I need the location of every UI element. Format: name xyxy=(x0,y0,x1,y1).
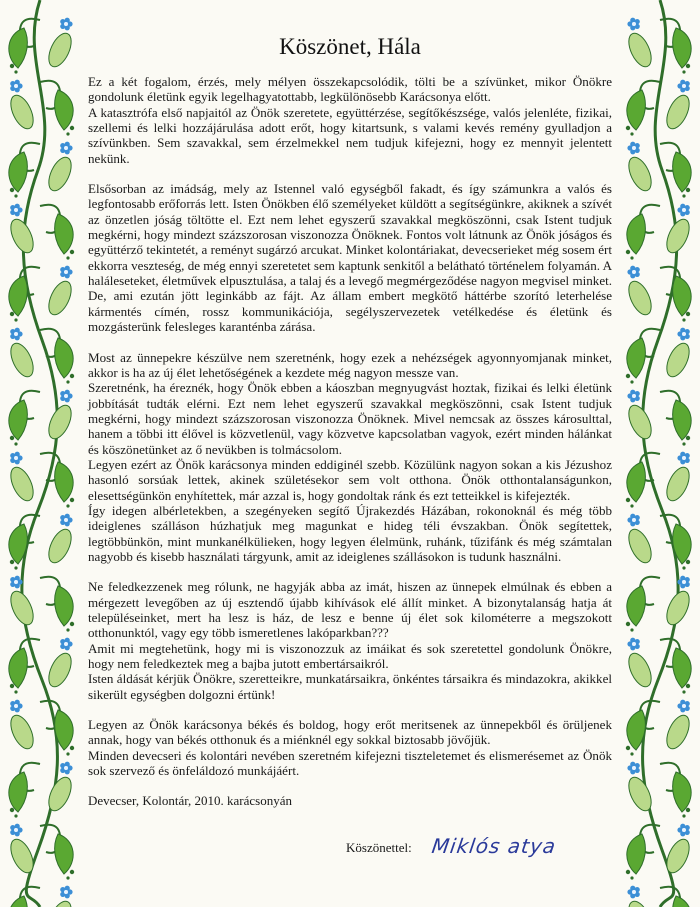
date-line: Devecser, Kolontár, 2010. karácsonyán xyxy=(88,793,292,809)
paragraph-line: Amit mi megtehetünk, hogy mi is viszonozzuk az imáikat és sok szeretettel gondolunk Önökre, hogy nem feledkeztek meg a bajba jutott embertársaikról. xyxy=(88,640,612,672)
paragraph-line: Most az ünnepekre készülve nem szeretnénk, hogy ezek a nehézségek agyonnyomjanak minket, akkor is ha az új élet lehetőségének a kezdete még nagyon messze van. xyxy=(88,349,612,380)
paragraph-line: Szeretnénk, ha éreznék, hogy Önök ebben a káoszban megnyugvást hoztak, fizikai és lelki életünk jobbítását tudták elérni. Ezt nem lehet egyszerű szavakkal megköszönni, csak Istent tudjuk megkérni, hogy mindezt százszorosan viszonozza Önöknek. Mivel nemcsak az összes károsulttal, hanem a többi itt élővel is közvetlenül, vagy közvetve kapcsolatban vagyok, ezért minden hálánkat és köszönetünket az ő nevükben is tolmácsolom. xyxy=(88,380,612,457)
paragraph-2 xyxy=(88,181,612,334)
paragraph-line: Ez a két fogalom, érzés, mely mélyen összekapcsolódik, tölti be a szívünket, mikor Önökre gondolunk életünk egyik legelhagyatottabb, legkülönösebb Karácsonya előtt. xyxy=(88,74,612,105)
paragraph-line: Elsősorban az imádság, mely az Istennel való egységből fakadt, és így számunkra a valós és legfontosabb erőforrás lett. Isten Önökben élő személyeket küldött a segítségünkre, akiknek a szívét az önzetlen jóság töltötte el. Ezt nem lehet egyszerű szavakkal megköszönni, csak Istent tudjuk megkérni, hogy mindezt százszorosan viszonozza Önöknek. Fontos volt látnunk az Önök jóságos és együttérző tekintetét, a reményt sugárzó arcukat. Minket kolontáriakat, devecserieket még sosem ért ekkorra veszteség, de még ennyi szeretetet sem kaptunk senkitől a belátható történelem folyamán. A haláleseteket, életművek elpusztulása, a talaj és a levegő megmérgeződése nagyon megvisel minket. De, ami ezután jött leginkább az fájt. Az állam embert megkötő háttérbe szorító leterhelése kármentés címén, rossz kommunikációja, segélyszervezetek vetélkedése és életünk és mozgásterünk felesleges karanténba zárása. xyxy=(88,181,612,335)
floral-border-left-ornament xyxy=(0,0,86,907)
signature-block xyxy=(346,834,586,874)
floral-border-right-ornament xyxy=(614,0,700,907)
paragraph-line: Így idegen albérletekben, a szegényeken segítő Újrakezdés Házában, rokonoknál és még több ideiglenes szálláson húzhatjuk meg magunkat e hideg téli évszakban. Önök segítettek, legtöbbünkön, mint munkanélkülieken, hogy legyen élelmünk, ruhánk, tűzifánk és még számtalan nagyobb és kisebb használati tárgyunk, amit az ideiglenes szállásokon is tudunk használni. xyxy=(88,502,612,564)
paragraph-line: Legyen az Önök karácsonya békés és boldog, hogy erőt meritsenek az ünnepekből és örüljenek annak, hogy van békés otthonuk és a miénknél egy sokkal biztosabb jövőjük. xyxy=(88,717,612,748)
handwritten-signature: Miklós atya xyxy=(430,834,558,858)
paragraph-line: Legyen ezért az Önök karácsonya minden eddiginél szebb. Közülünk nagyon sokan a kis Jézushoz hasonló sorsúak lettek, akinek születésekor sem volt otthona. Önök otthontalanságunkon, elesettségünkön enyhítettek, már azzal is, hogy gondoltak ránk és ezt tetteikkel is kifejezték. xyxy=(88,456,612,503)
paragraph-line: Minden devecseri és kolontári nevében szeretném kifejezni tiszteletemet és elismerésemet az Önök sok szervező és önfeláldozó munkájáért. xyxy=(88,747,612,779)
paragraph-line: Isten áldását kérjük Önökre, szeretteikre, munkatársaikra, önkéntes társaikra és mindazokra, akikkel sikerült egységben dolgozni értünk! xyxy=(88,671,612,702)
letter-body xyxy=(88,34,612,809)
paragraph-5 xyxy=(88,717,612,778)
paragraph-line: Ne feledkezzenek meg rólunk, ne hagyják abba az imát, hiszen az ünnepek elmúlnak és ebben a mérgezett levegőben az új esztendő újabb kihívások elé állít minket. A bizonytalanság hatja át településeinket, mert ha lesz is ház, de lesz e benne új élet sok kilométerre a megszokott otthonunktól, vagy egy több ismeretlenes lakóparkban??? xyxy=(88,579,612,641)
paragraph-4 xyxy=(88,579,612,702)
page-title: Köszönet, Hála xyxy=(279,34,421,59)
paragraph-1 xyxy=(88,74,612,166)
paragraph-3 xyxy=(88,350,612,565)
closing-label: Köszönettel: xyxy=(346,840,412,855)
paragraph-line: A katasztrófa első napjaitól az Önök szeretete, együttérzése, segítőkészsége, valós jelenléte, fizikai, szellemi és lelki hozzájárulása adott erőt, hogy kitartsunk, s valami kevés remény gyulladjon a szívünkben. Sem szavakkal, sem érzelmekkel nem tudjuk kifejezni, hogy ez mennyit jelentett nekünk. xyxy=(88,104,612,166)
